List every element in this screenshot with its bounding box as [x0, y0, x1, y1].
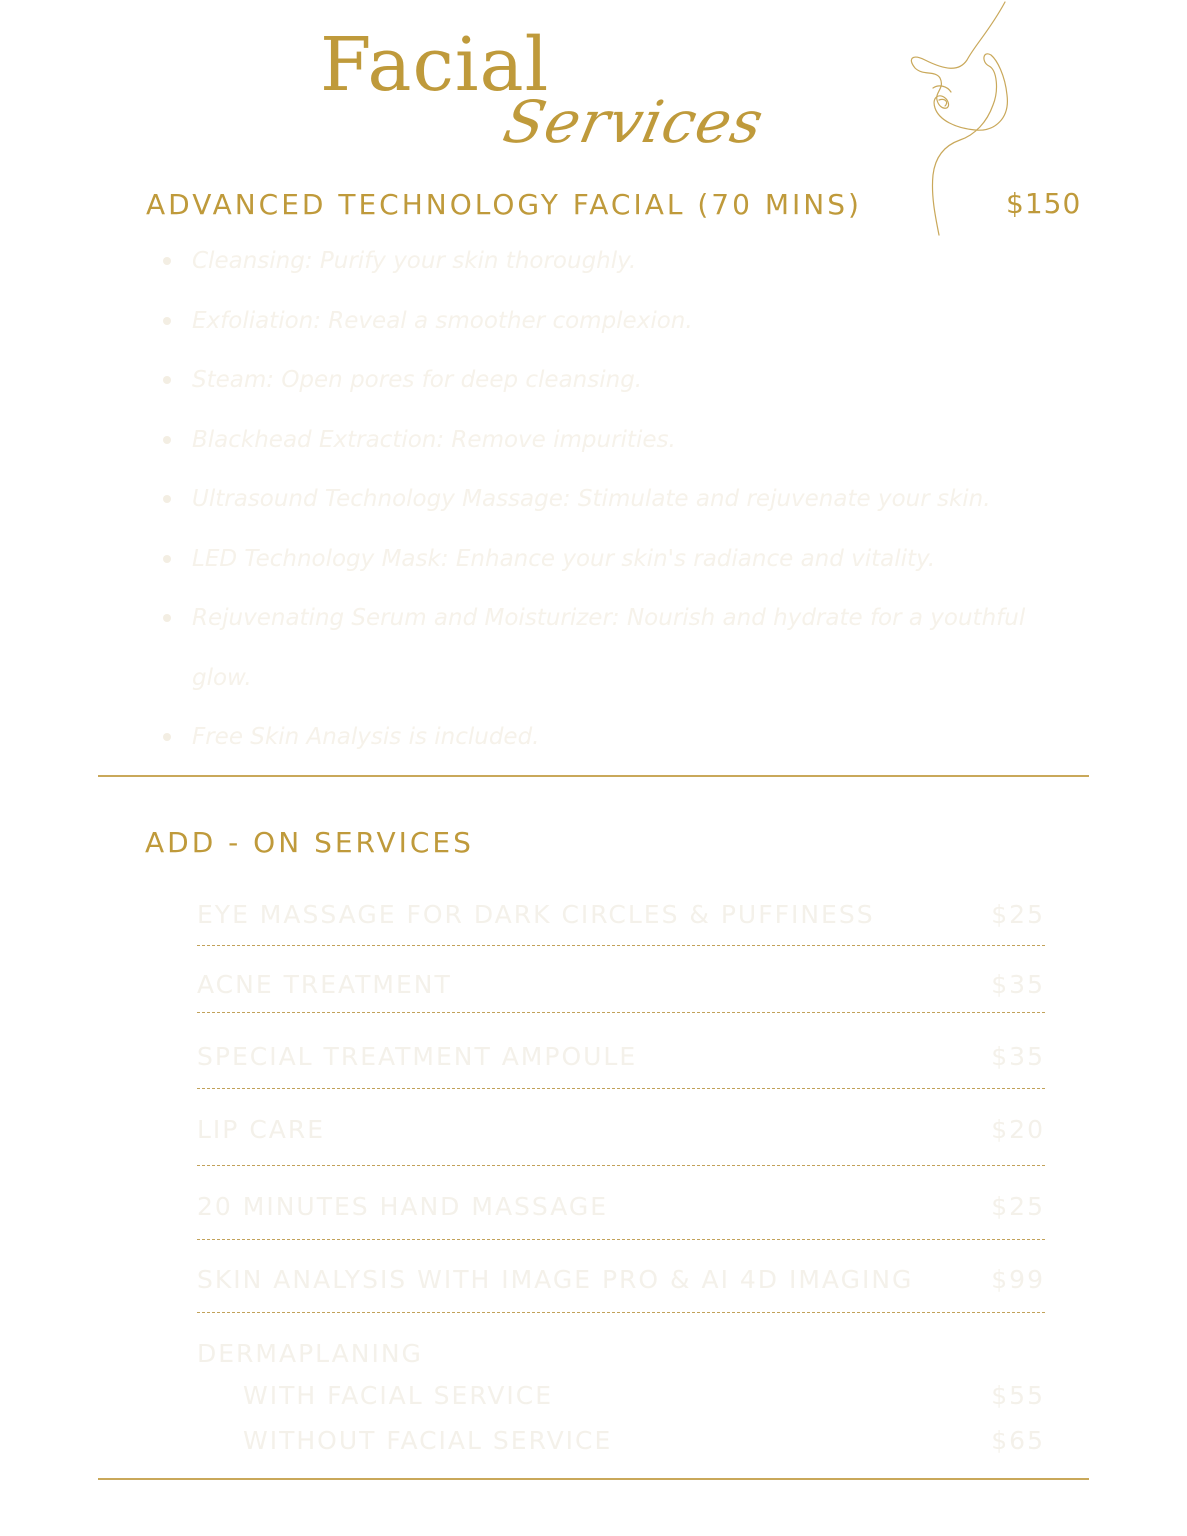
- addon-name: DERMAPLANING: [197, 1339, 423, 1368]
- service-step: Blackhead Extraction: Remove impurities.: [160, 411, 1040, 471]
- dashed-divider: [197, 945, 1045, 946]
- addon-item-special-ampoule: [197, 1042, 1045, 1071]
- service-step: Free Skin Analysis is included.: [160, 708, 1040, 768]
- service-steps-list: [160, 232, 1040, 768]
- dashed-divider: [197, 1239, 1045, 1240]
- page-subtitle: Services: [497, 88, 770, 156]
- addon-name: SPECIAL TREATMENT AMPOULE: [197, 1042, 638, 1071]
- addon-price: $20: [991, 1115, 1045, 1144]
- addon-item-eye-massage: [197, 900, 1045, 929]
- addon-item-lip-care: [197, 1115, 1045, 1144]
- section-divider: [98, 775, 1089, 777]
- page-title: Facial: [320, 22, 550, 108]
- option-price: $65: [991, 1426, 1045, 1455]
- service-step: Rejuvenating Serum and Moisturizer: Nourish and hydrate for a youthful glow.: [160, 589, 1040, 708]
- addon-heading: ADD - ON SERVICES: [145, 826, 474, 859]
- service-step: Ultrasound Technology Massage: Stimulate and rejuvenate your skin.: [160, 470, 1040, 530]
- option-name: WITHOUT FACIAL SERVICE: [243, 1426, 613, 1455]
- main-service-price: $150: [1006, 187, 1082, 220]
- addon-name: EYE MASSAGE FOR DARK CIRCLES & PUFFINESS: [197, 900, 875, 929]
- service-step: LED Technology Mask: Enhance your skin's radiance and vitality.: [160, 530, 1040, 590]
- addon-price: $25: [991, 1192, 1045, 1221]
- addon-name: LIP CARE: [197, 1115, 326, 1144]
- section-divider: [98, 1478, 1089, 1480]
- option-price: $55: [991, 1381, 1045, 1410]
- addon-price: $35: [991, 970, 1045, 999]
- option-name: WITH FACIAL SERVICE: [243, 1381, 554, 1410]
- addon-name: ACNE TREATMENT: [197, 970, 452, 999]
- dashed-divider: [197, 1312, 1045, 1313]
- addon-item-acne-treatment: [197, 970, 1045, 999]
- dashed-divider: [197, 1088, 1045, 1089]
- addon-price: $99: [991, 1265, 1045, 1294]
- dashed-divider: [197, 1165, 1045, 1166]
- addon-name: SKIN ANALYSIS WITH IMAGE PRO & AI 4D IMAGING: [197, 1265, 914, 1294]
- service-step: Exfoliation: Reveal a smoother complexion.: [160, 292, 1040, 352]
- addon-name: 20 MINUTES HAND MASSAGE: [197, 1192, 609, 1221]
- addon-item-dermaplaning: [197, 1339, 1045, 1368]
- addon-price: $35: [991, 1042, 1045, 1071]
- addon-price: $25: [991, 900, 1045, 929]
- addon-item-hand-massage: [197, 1192, 1045, 1221]
- dashed-divider: [197, 1012, 1045, 1013]
- dermaplaning-option-without-facial: [243, 1426, 1045, 1455]
- addon-item-skin-analysis: [197, 1265, 1045, 1294]
- service-step: Steam: Open pores for deep cleansing.: [160, 351, 1040, 411]
- main-service-title: ADVANCED TECHNOLOGY FACIAL (70 MINS): [146, 188, 862, 221]
- dermaplaning-option-with-facial: [243, 1381, 1045, 1410]
- service-step: Cleansing: Purify your skin thoroughly.: [160, 232, 1040, 292]
